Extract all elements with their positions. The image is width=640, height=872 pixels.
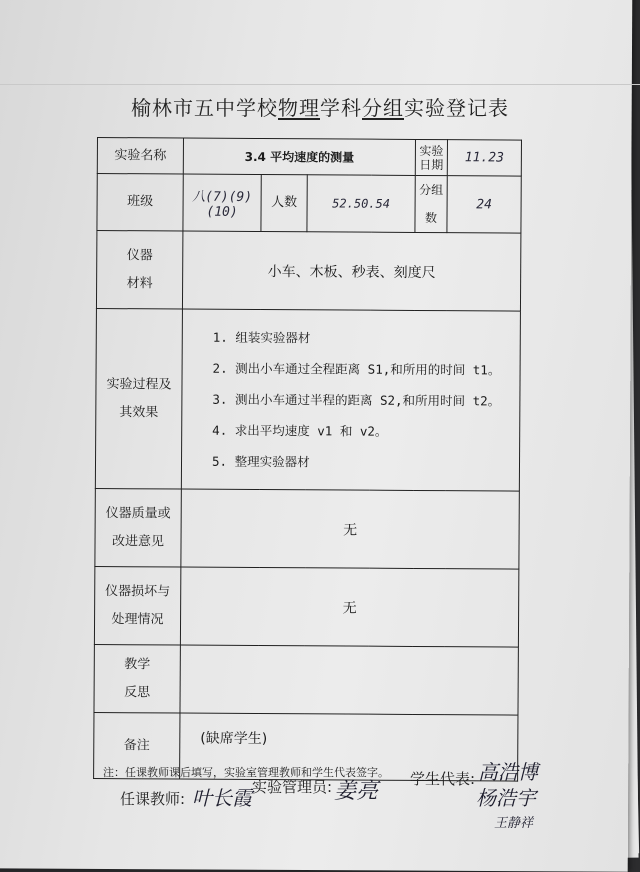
student-signature-1: 高浩博: [478, 760, 538, 784]
row-quality: [95, 488, 519, 569]
experiment-name-label: 实验名称: [97, 138, 183, 175]
experiment-name-value: 3.4 平均速度的测量: [183, 138, 415, 175]
quality-label-line2: 改进意见: [111, 533, 165, 549]
count-value: 52.50.54: [307, 175, 415, 233]
title-discipline: 学科: [320, 96, 362, 120]
procedure-step-1: 1. 组装实验器材: [212, 329, 311, 346]
procedure-step-5: 5. 整理实验器材: [211, 453, 310, 470]
student-signature-3: 王静祥: [494, 816, 534, 831]
procedure-step-4: 4. 求出平均速度 v1 和 v2。: [212, 422, 388, 439]
title-subject: 物理: [278, 96, 320, 120]
procedure-step-3: 3. 测出小车通过半程的距离 S2,和所用时间 t2。: [212, 391, 501, 409]
teacher-label: 任课教师:: [120, 790, 186, 808]
equipment-label-line1: 仪器: [126, 247, 153, 263]
row-damage: [94, 566, 518, 647]
experiment-date-label: [415, 139, 447, 175]
reflection-value: [180, 645, 518, 715]
groups-value: 24: [447, 176, 521, 233]
row-procedure: [95, 308, 520, 491]
row-equipment: [96, 231, 520, 312]
class-value: 八(7)(9)(10): [183, 174, 261, 231]
procedure-step-2: 2. 测出小车通过全程距离 S1,和所用的时间 t1。: [212, 360, 501, 378]
quality-value: 无: [181, 489, 519, 569]
damage-label-line1: 仪器损坏与: [105, 583, 171, 599]
reflection-label-line1: 教学: [124, 656, 151, 672]
count-label: 人数: [261, 175, 307, 232]
groups-label: 分组数: [415, 175, 447, 232]
equipment-label-line2: 材料: [126, 275, 153, 291]
class-label: 班级: [97, 174, 183, 232]
damage-label: [94, 566, 180, 645]
reflection-label: [94, 644, 180, 713]
paper-fold-line: [0, 84, 640, 85]
experiment-date-value: 11.23: [447, 140, 521, 176]
lab-admin-label: 实验管理员:: [252, 778, 333, 796]
remarks-label: 备注: [94, 712, 180, 779]
experiment-register-table: [93, 137, 522, 782]
procedure-steps: [181, 309, 520, 491]
procedure-label-line2: 其效果: [119, 404, 159, 420]
title-school: 榆林市五中学校: [131, 96, 278, 120]
reflection-label-line2: 反思: [124, 684, 151, 700]
equipment-label: [96, 231, 182, 310]
lab-admin-signature: 姜亮: [334, 779, 379, 804]
teacher-signature: 叶长霞: [192, 786, 252, 810]
equipment-value: 小车、木板、秒表、刻度尺: [182, 231, 520, 311]
quality-label-line1: 仪器质量或: [105, 505, 171, 521]
footer-note: 注：任课教师课后填写，实验室管理教师和学生代表签字。: [103, 766, 389, 779]
student-signature-2: 杨浩宇: [476, 786, 536, 810]
form-title: [0, 92, 640, 121]
procedure-label-line1: 实验过程及: [106, 376, 172, 392]
title-register: 实验登记表: [404, 96, 509, 120]
student-rep-label: 学生代表:: [410, 770, 476, 788]
experiment-date-label-text: 实验日期: [419, 143, 444, 172]
row-reflection: [94, 644, 518, 715]
procedure-label: [95, 308, 182, 489]
damage-value: 无: [180, 567, 518, 647]
damage-label-line2: 处理情况: [111, 611, 164, 627]
row-experiment-name: [97, 138, 521, 177]
quality-label: [95, 488, 181, 567]
title-group: 分组: [362, 96, 404, 120]
remarks-value-text: (缺席学生): [200, 730, 268, 748]
row-class: [97, 174, 521, 234]
